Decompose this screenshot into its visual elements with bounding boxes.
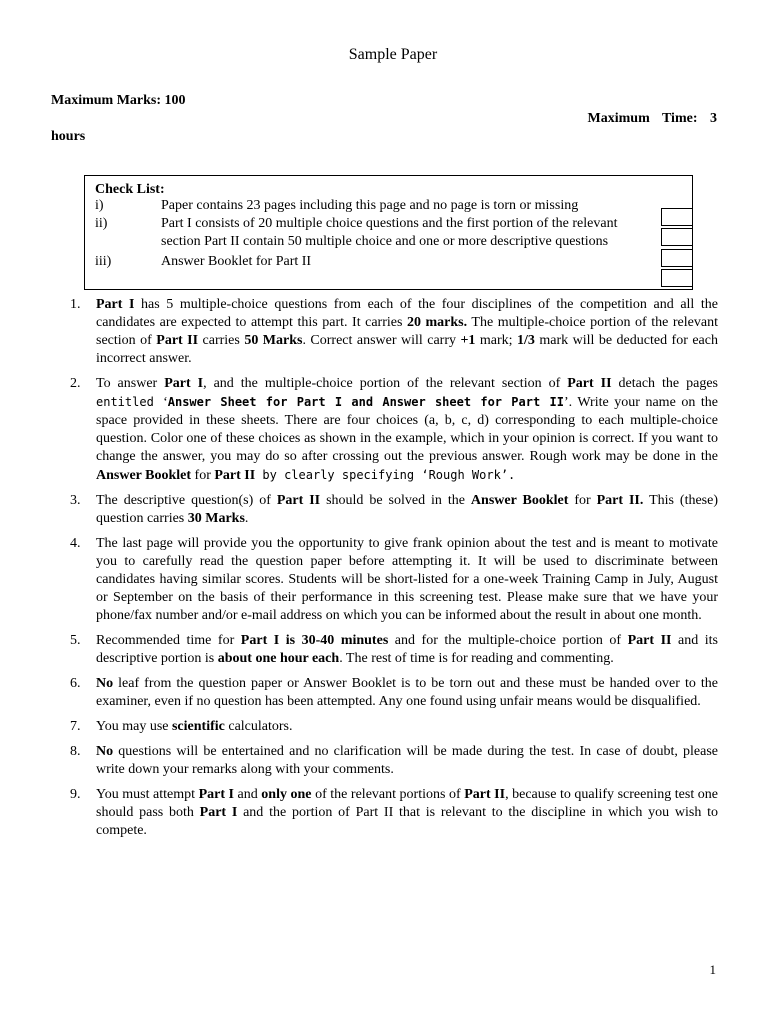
instruction-text-segment: Answer Booklet [470,493,569,508]
instruction-text-segment: mark; [475,333,518,348]
checklist-title: Check List: [95,182,165,197]
instruction-text-segment: calculators. [224,719,293,734]
instruction-text-segment: ‘ [163,395,168,410]
instruction-text-segment: for [568,493,597,508]
instruction-text-segment: has 5 multiple-choice questions from each of the four disciplines of the competition and all the candidates are expected to attempt this part. It carries [96,297,718,330]
checklist-tick-box[interactable] [661,269,693,287]
checklist-tick-box[interactable] [661,228,693,246]
instruction-text-segment: leaf from the question paper or Answer Booklet is to be torn out and these must be handed over to the examiner, even if no question has been attempted. Any one found using unfair means would be disqualified. [96,676,718,709]
instruction-item [70,718,718,736]
instruction-text [96,375,718,485]
instruction-text-segment: by clearly specifying ‘Rough Work’. [255,468,516,482]
instruction-text-segment: Part II [276,493,321,508]
instruction-text-segment: ’. Write your name on the space provided in these sheets. There are four choices (a, b, c, d) corresponding to each multiple-choice question. Color one of these choices as shown in the example, which in your opinion is correct. If you want to change the answer, you may do so after crossing out the previous answer. Rough work may be done in the [96,395,718,464]
instruction-number: 7. [70,719,81,734]
instruction-number: 4. [70,536,81,551]
instruction-text-segment: 1/3 [517,333,535,348]
instruction-text-segment: , and the multiple-choice portion of the relevant section of [203,376,568,391]
instruction-text-segment: 50 Marks [244,333,303,348]
instruction-text-segment: for [191,468,215,483]
instruction-text-segment: carries [198,333,245,348]
instruction-text-segment: To answer [96,376,165,391]
instruction-text-segment: Answer Sheet for Part I and Answer sheet for Part II [167,395,564,409]
instruction-text [96,786,718,840]
instruction-text-segment: Part II [214,468,256,483]
instruction-item [70,786,718,840]
instruction-text-segment: detach the pages [611,376,718,391]
time-unit: hours [51,129,86,144]
instruction-text-segment: You may use [96,719,172,734]
instruction-text-segment: Part I [199,805,238,820]
checklist-tick-box[interactable] [661,208,693,226]
page-number: 1 [709,962,716,977]
instruction-text-segment: Part I [164,376,204,391]
instruction-text-segment: Answer Booklet [96,468,192,483]
instruction-text-segment: 30 Marks [187,511,245,526]
instruction-text-segment: The last page will provide you the opportunity to give frank opinion about the test and is meant to motivate you to carefully read the question paper before attempting it. It will be used to discriminate between candidates having similar scores. Students will be short-listed for a one-week Training Camp in July, August or September on the basis of their performance in this screening test. Please make sure that we have your phone/fax number and/or e-mail address on which you can be informed about the result in about one month. [96,536,718,623]
instruction-item [70,296,718,368]
instruction-text [96,492,718,528]
instruction-text [96,675,718,711]
instruction-text-segment: of the relevant portions of [311,787,465,802]
instruction-text-segment: , because to qualify screening test one should pass both [96,787,718,820]
instruction-text-segment: No [96,676,114,691]
instruction-text-segment: You must attempt [96,787,199,802]
instruction-text-segment: and its descriptive portion is [96,633,718,666]
instruction-item [70,743,718,779]
instruction-text-segment: +1 [460,333,476,348]
instruction-text-segment: 20 marks. [406,315,468,330]
instruction-item [70,632,718,668]
instruction-text [96,296,718,368]
instruction-text [96,632,718,668]
instruction-text-segment: Part I is 30-40 minutes [240,633,389,648]
instruction-item [70,675,718,711]
instruction-item [70,375,718,485]
instruction-text-segment: Part I [96,297,135,312]
instruction-text-segment: Recommended time for [96,633,241,648]
checklist-box [84,175,693,290]
instruction-number: 3. [70,493,81,508]
instruction-text-segment: questions will be entertained and no clarification will be made during the test. In case of doubt, please write down your remarks along with your comments. [96,744,718,777]
instruction-item [70,535,718,625]
page-title: Sample Paper [348,46,438,63]
instruction-text-segment: This (these) question carries [96,493,719,526]
checklist-row-text: Part I consists of 20 multiple choice questions and the first portion of the relevant section Part II contain 50 multiple choice and one or more descriptive questions [161,216,618,249]
instruction-text-segment: entitled [96,395,164,409]
instruction-text-segment: scientific [171,719,225,734]
instruction-number: 9. [70,787,81,802]
instruction-text-segment: Part II [156,333,199,348]
checklist-tick-box[interactable] [661,249,693,267]
instruction-text-segment: only one [261,787,312,802]
instruction-text-segment: and the portion of Part II that is relevant to the discipline in which you wish to compete. [96,805,718,838]
instruction-text-segment: No [96,744,114,759]
checklist-row-text: Answer Booklet for Part II [161,254,312,269]
instruction-text-segment: Part I [198,787,234,802]
instruction-number: 5. [70,633,81,648]
instruction-text [96,718,718,736]
instruction-text-segment: about one hour each [217,651,340,666]
instruction-text-segment: should be solved in the [320,493,471,508]
instruction-number: 6. [70,676,81,691]
instruction-text-segment: The multiple-choice portion of the relevant section of [96,315,718,348]
checklist-row-number: ii) [95,216,108,231]
instruction-text-segment: Part II [627,633,672,648]
instruction-item [70,492,718,528]
instruction-text-segment: and for the multiple-choice portion of [388,633,628,648]
instruction-text-segment: and [233,787,262,802]
instruction-text-segment: The descriptive question(s) of [96,493,277,508]
checklist-row-text: Paper contains 23 pages including this page and no page is torn or missing [161,198,579,213]
instruction-text-segment: Part II [464,787,506,802]
instruction-text-segment: Part II. [596,493,644,508]
instruction-list [70,296,718,847]
checklist-row-number: iii) [95,254,112,269]
instruction-number: 1. [70,297,81,312]
instruction-text-segment: . Correct answer will carry [302,333,461,348]
checklist-row-number: i) [95,198,104,213]
instruction-text-segment: Part II [567,376,612,391]
instruction-text-segment: . The rest of time is for reading and commenting. [339,651,614,666]
instruction-number: 2. [70,376,81,391]
instruction-text [96,743,718,779]
maximum-marks: Maximum Marks: 100 [51,93,186,108]
instruction-number: 8. [70,744,81,759]
instruction-text-segment: . [244,511,249,526]
instruction-text [96,535,718,625]
instruction-text-segment: mark will be deducted for each incorrect answer. [96,333,718,366]
maximum-time: Maximum Time: 3 [587,111,717,126]
